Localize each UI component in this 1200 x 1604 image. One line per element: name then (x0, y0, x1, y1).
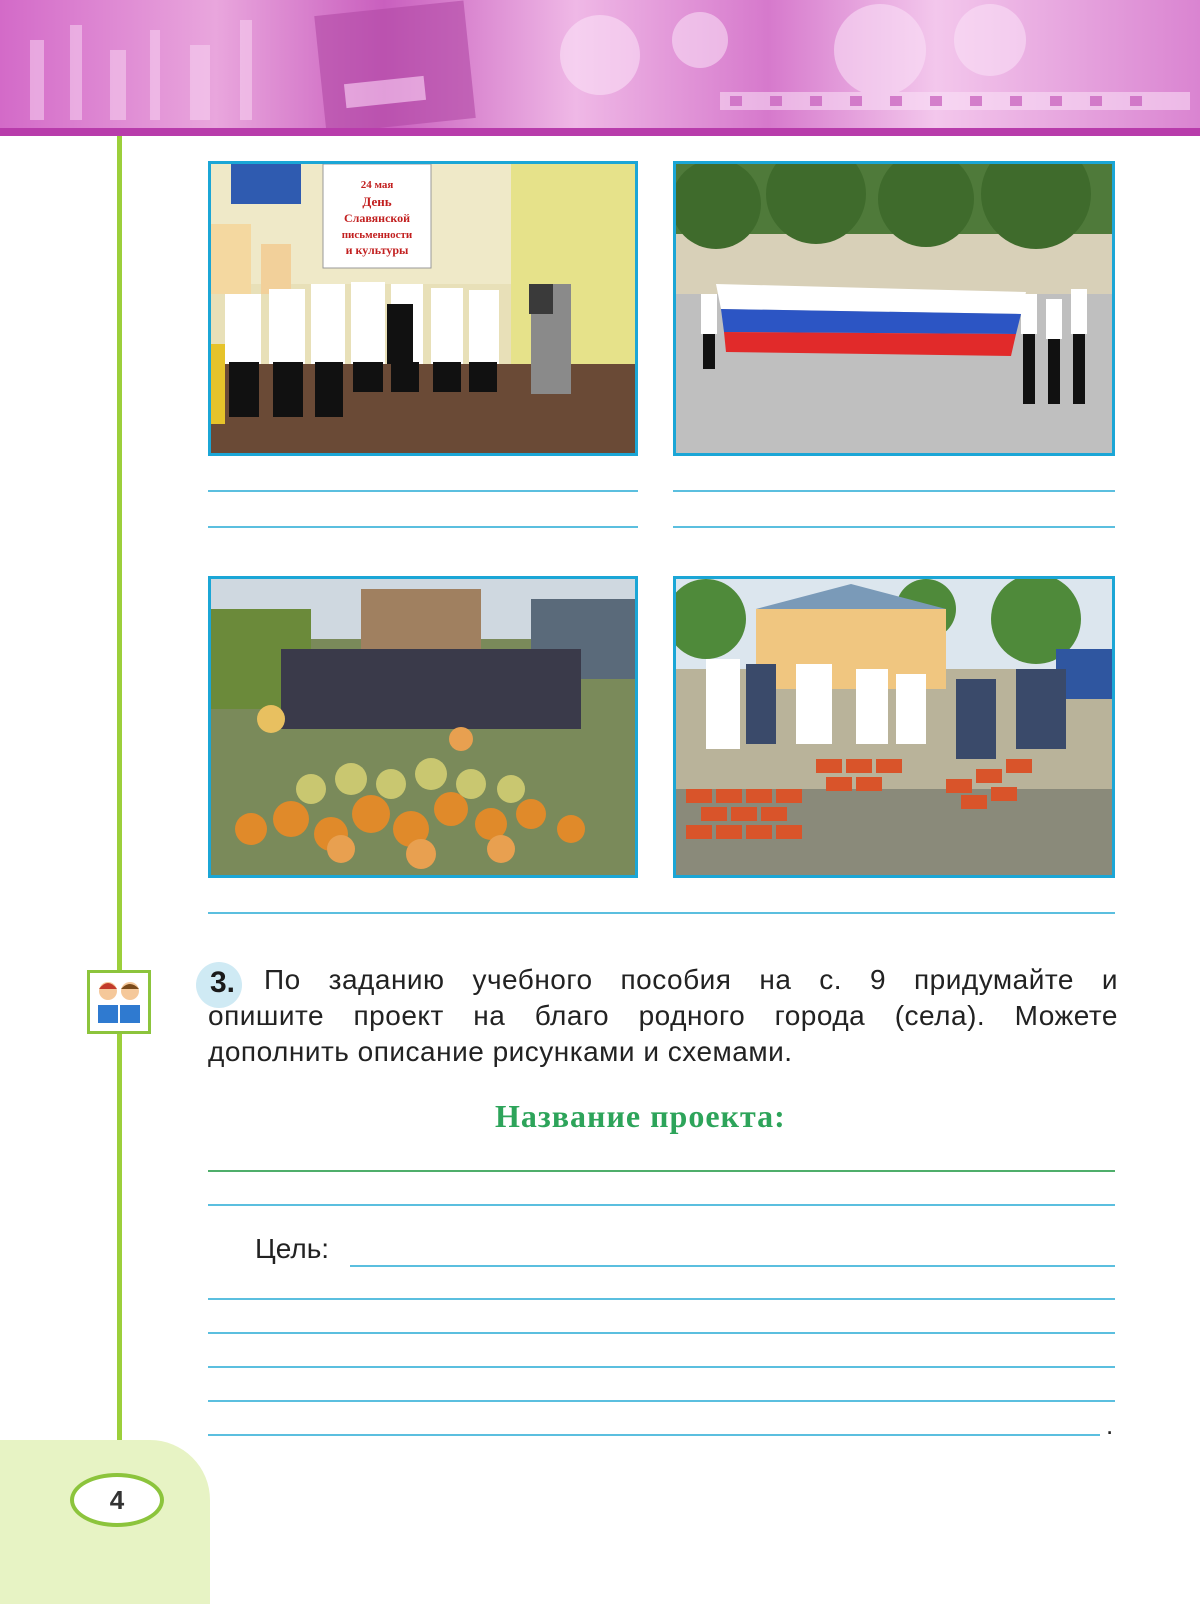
page-number: 4 (70, 1473, 164, 1527)
photo-brick-laying (673, 576, 1115, 878)
sign-line-3: Славянской (343, 211, 411, 225)
goal-label: Цель: (255, 1233, 330, 1264)
photo-flag-parade (673, 161, 1115, 456)
photo-pumpkin-harvest-image (211, 579, 635, 875)
reading-children-icon (87, 970, 151, 1034)
photo-slavic-writing-day (208, 161, 638, 456)
answer-line[interactable] (208, 1332, 1115, 1334)
sign-line-2: День (362, 194, 392, 209)
answer-line[interactable] (208, 1434, 1100, 1436)
answer-line[interactable] (208, 490, 638, 492)
goal-line[interactable] (350, 1265, 1115, 1267)
project-title-label: Название проекта: (495, 1098, 786, 1134)
banner-illustration (0, 0, 1200, 128)
sign-line-1: 24 мая (360, 179, 394, 191)
margin-line (117, 136, 122, 1486)
answer-line[interactable] (208, 526, 638, 528)
end-mark: . (1106, 1410, 1114, 1440)
task-number: 3. (210, 966, 236, 999)
answer-line[interactable] (673, 490, 1115, 492)
project-name-line[interactable] (208, 1204, 1115, 1206)
sign-line-4: письменности (341, 229, 413, 241)
banner-bottom-border (0, 128, 1200, 136)
sign-line-5: и культуры (345, 243, 409, 257)
reading-children-icon-image (90, 973, 148, 1031)
answer-line[interactable] (208, 1366, 1115, 1368)
task-text (208, 962, 1118, 1070)
answer-line[interactable] (208, 1298, 1115, 1300)
photo-slavic-writing-day-image (211, 164, 635, 453)
answer-line[interactable] (208, 912, 1115, 914)
task-text-line: дополнить описание рисунками и схемами. (208, 1036, 793, 1067)
photo-flag-parade-image (676, 164, 1112, 453)
photo-pumpkin-harvest (208, 576, 638, 878)
answer-line[interactable] (673, 526, 1115, 528)
answer-line[interactable] (208, 1400, 1115, 1402)
task-text-line: По заданию учебного пособия на с. 9 придумайте и (264, 964, 1118, 995)
photo-brick-laying-image (676, 579, 1112, 875)
header-banner (0, 0, 1200, 136)
project-name-line[interactable] (208, 1170, 1115, 1172)
task-text-line: опишите проект на благо родного города (села). Можете (208, 1000, 1118, 1031)
